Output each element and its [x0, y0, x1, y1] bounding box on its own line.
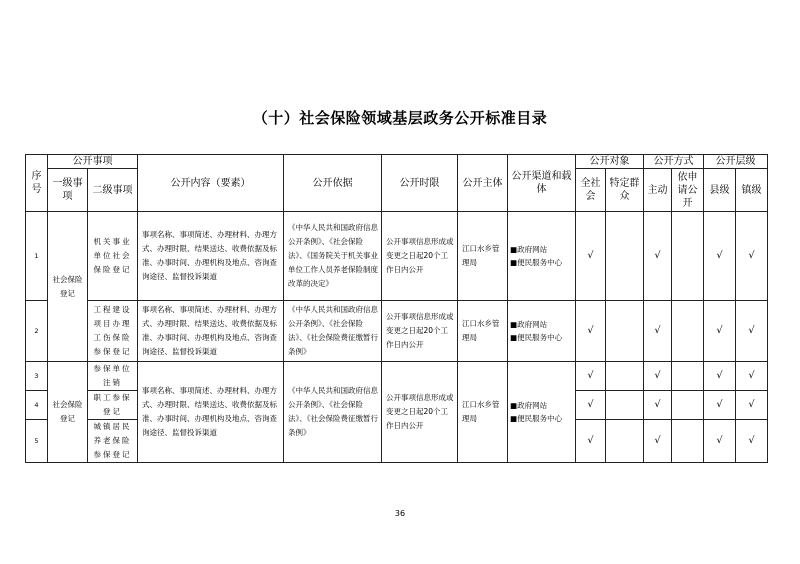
check-method-active: √ [644, 212, 672, 301]
row-level1: 社会保险登记 [48, 212, 88, 362]
check-target-all: √ [576, 301, 606, 362]
row-time: 公开事项信息形成或变更之日起20个工作日内公开 [382, 212, 458, 301]
row-basis: 《中华人民共和国政府信息公开条例》、《社会保险法》、《国务院关于机关事业单位工作人员养老保险制度改革的决定》 [284, 212, 382, 301]
row-level2: 参保单位注销 [88, 362, 138, 391]
check-method-active: √ [644, 420, 672, 463]
check-target-all: √ [576, 212, 606, 301]
col-level-town-header: 镇级 [736, 169, 768, 212]
check-target-all: √ [576, 420, 606, 463]
check-target-all: √ [576, 391, 606, 420]
col-method-active-header: 主动 [644, 169, 672, 212]
channel-gov-website: ■政府网站 [510, 245, 548, 254]
check-method-active: √ [644, 362, 672, 391]
col-method-apply-header: 依申请公开 [672, 169, 704, 212]
row-basis: 《中华人民共和国政府信息公开条例》、《社会保险法》、《社会保险费征缴暂行条例》 [284, 362, 382, 463]
col-level1-header: 一级事项 [48, 169, 88, 212]
col-channel-header: 公开渠道和载体 [508, 155, 576, 212]
row-time: 公开事项信息形成或变更之日起20个工作日内公开 [382, 362, 458, 463]
channel-service-center: ■便民服务中心 [510, 333, 563, 342]
row-channels [508, 362, 576, 463]
check-method-active: √ [644, 301, 672, 362]
row-seq: 5 [26, 420, 48, 463]
col-basis-header: 公开依据 [284, 155, 382, 212]
empty-target-specific [606, 420, 644, 463]
check-level-town: √ [736, 391, 768, 420]
col-subject-header: 公开主体 [458, 155, 508, 212]
table-row [26, 212, 768, 301]
row-level2: 工程建设项目办理工伤保险参保登记 [88, 301, 138, 362]
empty-target-specific [606, 391, 644, 420]
check-level-county: √ [704, 212, 736, 301]
row-level2: 职工参保登记 [88, 391, 138, 420]
row-content: 事项名称、事项简述、办理材料、办理方式、办理时限、结果送达、收费依据及标准、办事时间、办理机构及地点、咨询查询途径、监督投诉渠道 [138, 301, 284, 362]
row-seq: 4 [26, 391, 48, 420]
empty-target-specific [606, 212, 644, 301]
check-level-town: √ [736, 212, 768, 301]
row-seq: 1 [26, 212, 48, 301]
col-target-all-header: 全社会 [576, 169, 606, 212]
col-target-specific-header: 特定群众 [606, 169, 644, 212]
empty-target-specific [606, 362, 644, 391]
row-subject: 江口水乡管理局 [458, 362, 508, 463]
channel-gov-website: ■政府网站 [510, 401, 548, 410]
page-number: 36 [394, 509, 406, 518]
check-level-county: √ [704, 391, 736, 420]
empty-method-apply [672, 362, 704, 391]
col-level2-header: 二级事项 [88, 169, 138, 212]
row-channels [508, 301, 576, 362]
row-content: 事项名称、事项简述、办理材料、办理方式、办理时限、结果送达、收费依据及标准、办事时间、办理机构及地点、咨询查询途径、监督投诉渠道 [138, 212, 284, 301]
col-level-county-header: 县级 [704, 169, 736, 212]
row-subject: 江口水乡管理局 [458, 301, 508, 362]
row-level2: 机关事业单位社会保险登记 [88, 212, 138, 301]
empty-method-apply [672, 212, 704, 301]
channel-gov-website: ■政府网站 [510, 320, 548, 329]
col-method-header: 公开方式 [644, 155, 704, 169]
col-content-header: 公开内容（要素） [138, 155, 284, 212]
row-level2: 城镇居民养老保险参保登记 [88, 420, 138, 463]
standard-catalog-table [25, 154, 768, 463]
col-public-items-header: 公开事项 [48, 155, 138, 169]
table-row [26, 362, 768, 391]
channel-service-center: ■便民服务中心 [510, 258, 563, 267]
check-level-county: √ [704, 362, 736, 391]
page-title: （十）社会保险领域基层政务公开标准目录 [252, 109, 548, 127]
col-target-header: 公开对象 [576, 155, 644, 169]
empty-method-apply [672, 420, 704, 463]
row-level1: 社会保险登记 [48, 362, 88, 463]
empty-method-apply [672, 301, 704, 362]
check-level-county: √ [704, 420, 736, 463]
row-basis: 《中华人民共和国政府信息公开条例》、《社会保险法》、《社会保险费征缴暂行条例》 [284, 301, 382, 362]
col-seq-header: 序号 [26, 155, 48, 212]
row-content: 事项名称、事项简述、办理材料、办理方式、办理时限、结果送达、收费依据及标准、办事时间、办理机构及地点、咨询查询途径、监督投诉渠道 [138, 362, 284, 463]
check-level-town: √ [736, 362, 768, 391]
check-target-all: √ [576, 362, 606, 391]
col-level-header: 公开层级 [704, 155, 768, 169]
empty-method-apply [672, 391, 704, 420]
row-channels [508, 212, 576, 301]
empty-target-specific [606, 301, 644, 362]
table-row [26, 301, 768, 362]
header-row-1 [26, 155, 768, 169]
col-time-header: 公开时限 [382, 155, 458, 212]
row-seq: 3 [26, 362, 48, 391]
check-level-town: √ [736, 301, 768, 362]
row-seq: 2 [26, 301, 48, 362]
row-time: 公开事项信息形成或变更之日起20个工作日内公开 [382, 301, 458, 362]
check-level-town: √ [736, 420, 768, 463]
check-method-active: √ [644, 391, 672, 420]
row-subject: 江口水乡管理局 [458, 212, 508, 301]
check-level-county: √ [704, 301, 736, 362]
channel-service-center: ■便民服务中心 [510, 414, 563, 423]
